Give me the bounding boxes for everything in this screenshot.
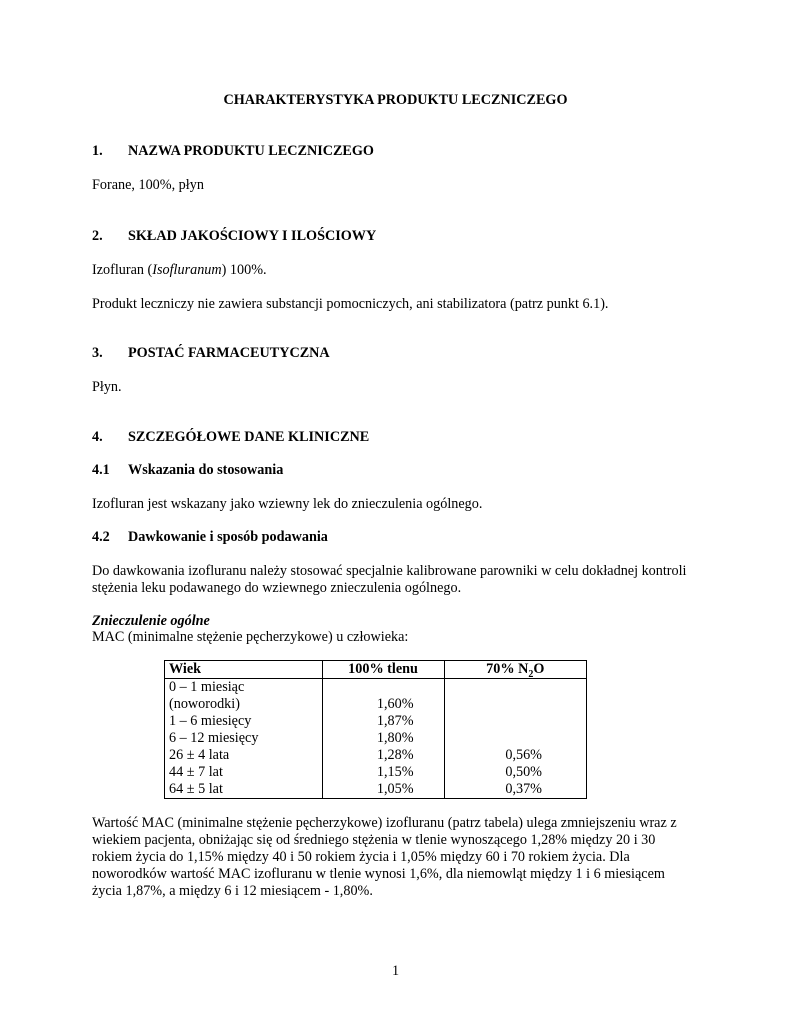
header-n2o-part: O [533, 661, 545, 677]
mac-paragraph-line-3: rokiem życia do 1,15% między 40 i 50 rokiem życia i 1,05% między 60 i 70 rokiem życia. Dla [92, 849, 630, 865]
composition-text [92, 262, 267, 279]
subsection-4-2-heading: Dawkowanie i sposób podawania [128, 529, 328, 545]
cell-age: 1 – 6 miesięcy [165, 713, 323, 730]
mac-paragraph-line-2: wiekiem pacjenta, obniżając się od średniego stężenia w tlenie wynoszącego 1,28% między 20 i 30 [92, 832, 656, 848]
cell-oxygen: 1,15% [322, 764, 444, 781]
section-3-number: 3. [92, 345, 103, 361]
cell-n2o: 0,37% [444, 781, 586, 799]
table-row [165, 764, 587, 781]
cell-age: 0 – 1 miesiąc [165, 679, 323, 697]
cell-oxygen: 1,05% [322, 781, 444, 799]
dosage-text-line-1: Do dawkowania izofluranu należy stosować specjalnie kalibrowane parowniki w celu dokładnej kontroli [92, 563, 687, 579]
section-1-heading: NAZWA PRODUKTU LECZNICZEGO [128, 143, 374, 159]
subsection-4-1-heading: Wskazania do stosowania [128, 462, 284, 478]
table-row [165, 747, 587, 764]
cell-age: 6 – 12 miesięcy [165, 730, 323, 747]
table-header-row [165, 661, 587, 679]
cell-n2o [444, 696, 586, 713]
table-row [165, 696, 587, 713]
latin-name: Isofluranum [152, 262, 222, 278]
header-n2o-part: 70% N [486, 661, 529, 677]
header-age: Wiek [165, 661, 323, 679]
mac-paragraph-line-4: noworodków wartość MAC izofluranu w tlenie wynosi 1,6%, dla niemowląt między 1 i 6 miesiącem [92, 866, 665, 882]
section-2-heading: SKŁAD JAKOŚCIOWY I ILOŚCIOWY [128, 228, 377, 244]
cell-oxygen: 1,60% [322, 696, 444, 713]
mac-paragraph-line-5: życia 1,87%, a między 6 i 12 miesiącem - 1,80%. [92, 883, 373, 899]
cell-age: 26 ± 4 lata [165, 747, 323, 764]
header-n2o-subscript: 2 [528, 668, 534, 680]
cell-age: (noworodki) [165, 696, 323, 713]
table-row [165, 679, 587, 697]
indications-text: Izofluran jest wskazany jako wziewny lek do znieczulenia ogólnego. [92, 496, 483, 512]
cell-oxygen: 1,28% [322, 747, 444, 764]
cell-age: 44 ± 7 lat [165, 764, 323, 781]
subsection-4-1-number: 4.1 [92, 462, 110, 478]
header-oxygen: 100% tlenu [322, 661, 444, 679]
mac-paragraph-line-1: Wartość MAC (minimalne stężenie pęcherzykowe) izofluranu (patrz tabela) ulega zmniejszeniu wraz z [92, 815, 677, 831]
pharmaceutical-form-text: Płyn. [92, 379, 122, 395]
cell-n2o [444, 730, 586, 747]
dosage-text-line-2: stężenia leku podawanego do wziewnego znieczulenia ogólnego. [92, 580, 462, 596]
table-row [165, 781, 587, 799]
cell-n2o [444, 679, 586, 697]
cell-n2o: 0,56% [444, 747, 586, 764]
cell-oxygen [322, 679, 444, 697]
cell-oxygen: 1,80% [322, 730, 444, 747]
product-name-text: Forane, 100%, płyn [92, 177, 204, 193]
subsection-4-2-number: 4.2 [92, 529, 110, 545]
section-2-number: 2. [92, 228, 103, 244]
section-4-heading: SZCZEGÓŁOWE DANE KLINICZNE [128, 429, 370, 445]
document-title: CHARAKTERYSTYKA PRODUKTU LECZNICZEGO [223, 92, 568, 108]
mac-intro-text: MAC (minimalne stężenie pęcherzykowe) u człowieka: [92, 629, 409, 645]
mac-table [164, 660, 587, 799]
section-4-number: 4. [92, 429, 103, 445]
cell-age: 64 ± 5 lat [165, 781, 323, 799]
cell-n2o: 0,50% [444, 764, 586, 781]
page-number: 1 [391, 963, 400, 979]
table-row [165, 730, 587, 747]
composition-text-part: ) 100%. [221, 262, 267, 278]
table-row [165, 713, 587, 730]
header-n2o [444, 661, 586, 679]
composition-text-part: Izofluran ( [92, 262, 153, 278]
cell-oxygen: 1,87% [322, 713, 444, 730]
excipients-text: Produkt leczniczy nie zawiera substancji pomocniczych, ani stabilizatora (patrz punkt 6.1). [92, 296, 609, 312]
section-3-heading: POSTAĆ FARMACEUTYCZNA [128, 345, 330, 361]
cell-n2o [444, 713, 586, 730]
section-1-number: 1. [92, 143, 103, 159]
general-anaesthesia-subheading: Znieczulenie ogólne [92, 613, 210, 629]
